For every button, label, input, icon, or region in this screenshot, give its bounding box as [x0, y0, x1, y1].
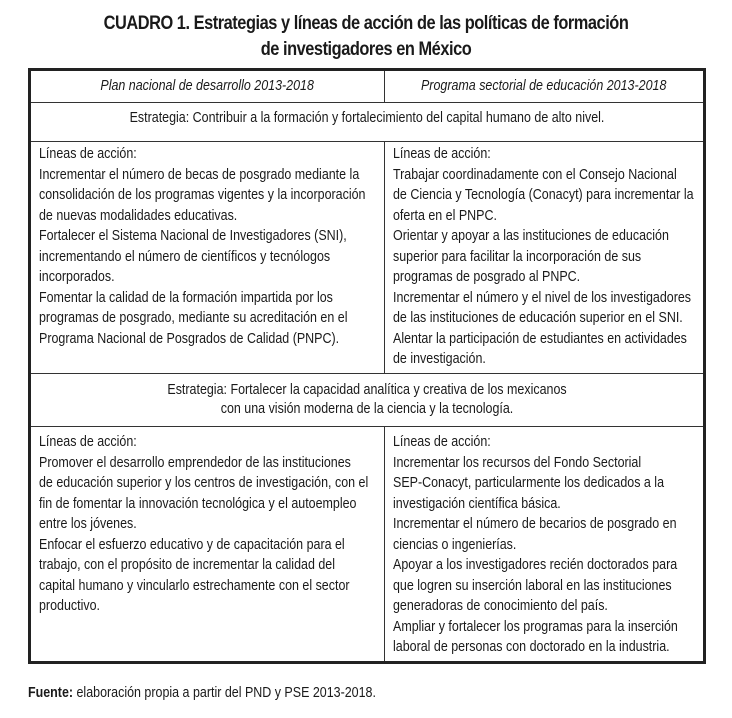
strategy-1: Estrategia: Contribuir a la formación y fortalecimiento del capital humano de alto nivel. — [129, 110, 605, 126]
caption-label: CUADRO 1. — [103, 12, 190, 34]
row-divider — [31, 426, 703, 427]
caption-title-line2: de investigadores en México — [260, 38, 472, 60]
cell-pse-strategy-1: Líneas de acción: Trabajar coordinadamente con el Consejo Nacional de Ciencia y Tecnología (Conacyt) para incrementar la oferta en el PNPC. Orientar y apoyar a las instituciones de educación superior para facilitar la incorporación de sus programas de posgrado al PNPC. Incrementar el número y el nivel de los investigadores de las instituciones de educación superior en el SNI. Alentar la participación de estudiantes en actividades de investigación. — [393, 146, 694, 367]
column-header-pnd: Plan nacional de desarrollo 2013-2018 — [100, 78, 315, 94]
row-divider — [31, 102, 703, 103]
table-caption — [0, 10, 732, 62]
row-divider — [31, 141, 703, 142]
source-note — [28, 684, 376, 702]
policy-table — [28, 68, 706, 664]
cell-pnd-strategy-1: Líneas de acción: Incrementar el número de becas de posgrado mediante la consolidación de los programas vigentes y la incorporación de nuevas modalidades educativas. Fortalecer el Sistema Nacional de Investigadores (SNI), incrementando el número de científicos y tecnólogos incorporados. Fomentar la calidad de la formación impartida por los programas de posgrado, mediante su acreditación en el Programa Nacional de Posgrados de Calidad (PNPC). — [39, 146, 366, 347]
column-divider — [384, 71, 385, 102]
caption-line-1 — [59, 10, 674, 36]
column-divider — [384, 141, 385, 373]
caption-title-line1: Estrategias y líneas de acción de las políticas de formación — [193, 12, 629, 34]
cell-pse-strategy-2: Líneas de acción: Incrementar los recursos del Fondo Sectorial SEP-Conacyt, particularmente los dedicados a la investigación científica básica. Incrementar el número de becarios de posgrado en ciencias o ingenierías. Apoyar a los investigadores recién doctorados para que logren su inserción laboral en las instituciones generadoras de conocimiento del país. Ampliar y fortalecer los programas para la inserción laboral de personas con doctorado en la industria. — [393, 434, 678, 655]
strategy-2: Estrategia: Fortalecer la capacidad analítica y creativa de los mexicanos con una visión moderna de la ciencia y la tecnología. — [167, 382, 567, 417]
row-divider — [31, 373, 703, 374]
source-label: Fuente: — [28, 685, 74, 701]
source-text: elaboración propia a partir del PND y PSE 2013-2018. — [73, 685, 376, 701]
cell-pnd-strategy-2: Líneas de acción: Promover el desarrollo emprendedor de las instituciones de educación superior y los centros de investigación, con el fin de fomentar la innovación tecnológica y el autoempleo entre los jóvenes. Enfocar el esfuerzo educativo y de capacitación para el trabajo, con el propósito de incrementar la calidad del capital humano y vincularlo estrechamente con el sector productivo. — [39, 434, 369, 614]
column-header-pse: Programa sectorial de educación 2013-2018 — [421, 78, 667, 94]
column-divider — [384, 426, 385, 661]
